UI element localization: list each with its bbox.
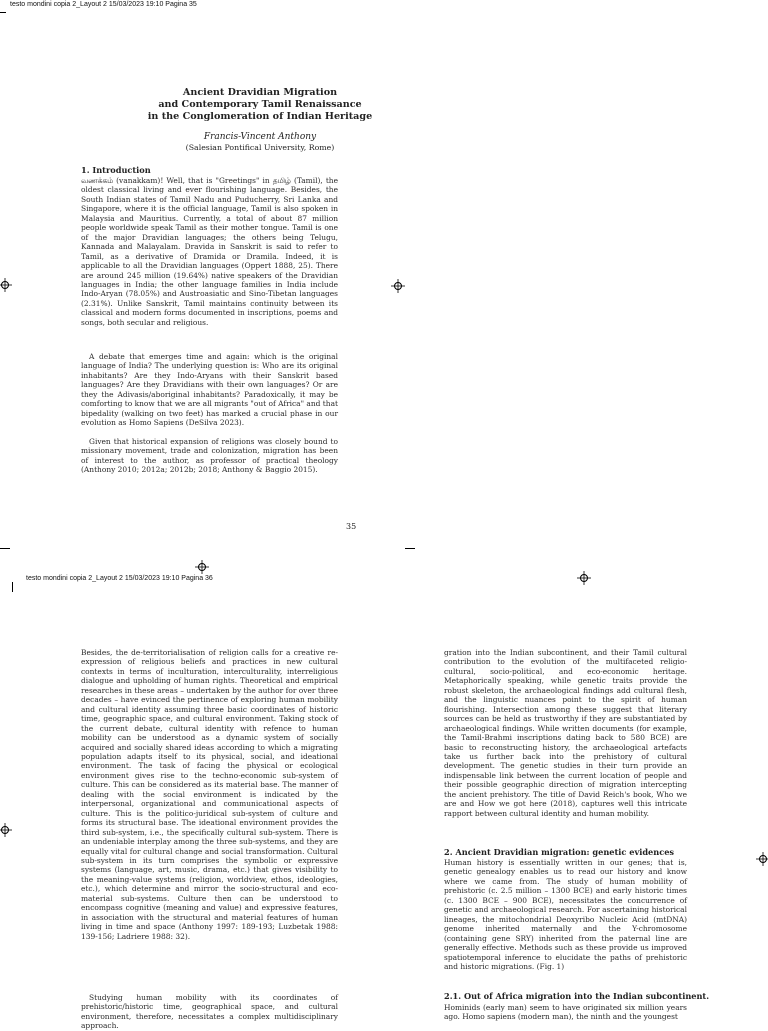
body-paragraph: Studying human mobility with its coordinates of prehistoric/historic time, geographical space, and cultural environment, therefore, necessitates a complex multidisciplinary approach. <box>81 993 338 1031</box>
author-affiliation: (Salesian Pontifical University, Rome) <box>185 143 335 152</box>
body-paragraph: Hominids (early man) seem to have originated six million years ago. Homo sapiens (modern man), the ninth and the youngest <box>444 1003 687 1022</box>
registration-mark-icon <box>391 279 405 293</box>
section-heading-genetic-evidences: 2. Ancient Dravidian migration: genetic evidences <box>444 847 675 857</box>
title-line: Ancient Dravidian Migration <box>182 87 338 98</box>
page-number: 35 <box>346 522 357 531</box>
crop-mark <box>12 582 13 592</box>
title-line: and Contemporary Tamil Renaissance <box>158 99 362 110</box>
body-paragraph: A debate that emerges time and again: which is the original language of India? The underlying question is: Who are its original inhabitants? Are they Indo-Aryans with their Sanskrit based languages? Are they Dravidians with their own languages? Or are they the Adivasis/aboriginal inhabitants? Paradoxically, it may be comforting to know that we are all migrants "out of Africa" and that bipedality (walking on two feet) has marked a crucial phase in our evolution as Homo Sapiens (DeSilva 2023). <box>81 352 338 428</box>
crop-mark <box>0 12 6 13</box>
title-line: in the Conglomeration of Indian Heritage <box>147 111 373 122</box>
section-heading-out-of-africa: 2.1. Out of Africa migration into the Indian subcontinent. <box>444 991 710 1001</box>
body-paragraph: Given that historical expansion of religions was closely bound to missionary movement, trade and colonization, migration has been of interest to the author, as professor of practical theology (Anthony 2010; 2012a; 2012b; 2018; Anthony & Baggio 2015). <box>81 437 338 475</box>
registration-mark-icon <box>577 571 591 585</box>
author-name: Francis-Vincent Anthony <box>203 132 317 142</box>
body-paragraph: வணக்கம் (vanakkam)! Well, that is "Greetings" in தமிழ் (Tamil), the oldest classical living and ever flourishing language. Besides, the South Indian states of Tamil Nadu and Puducherry, Sri Lanka and Singapore, where it is the official language, Tamil is also spoken in Malaysia and Mauritius. Currently, a total of about 87 million people worldwide speak Tamil as their mother tongue. Tamil is one of the major Dravidian languages; the others being Telugu, Kannada and Malayalam. Dravida in Sanskrit is said to refer to Tamil, as a derivative of Dramida or Dramila. Indeed, it is applicable to all the Dravidian languages (Oppert 1888, 25). There are around 245 million (19.64%) native speakers of the Dravidian languages in India; the other language families in India include Indo-Aryan (78.05%) and Austroasiatic and Sino-Tibetan languages (2.31%). Unlike Sanskrit, Tamil maintains continuity between its classical and modern forms documented in inscriptions, poems and songs, both secular and religious. <box>81 176 338 327</box>
registration-mark-icon <box>0 278 12 292</box>
registration-mark-icon <box>756 852 768 866</box>
registration-mark-icon <box>0 823 12 837</box>
slug-header-page-36: testo mondini copia 2_Layout 2 15/03/2023 19:10 Pagina 36 <box>26 575 213 582</box>
body-paragraph: Besides, the de-territorialisation of religion calls for a creative re-expression of religious beliefs and practices in new cultural contexts in terms of inculturation, interculturality, interreligious dialogue and upholding of human rights. Theoretical and empirical researches in these areas – undertaken by the author for over three decades – have evinced the pertinence of exploring human mobility and cultural identity assuming three basic coordinates of historic time, geographic space, and cultural environment. Taking stock of the current debate, cultural identity with refence to human mobility can be understood as a dynamic system of socially acquired and socially shared ideas according to which a migrating population adapts itself to its physical, social, and ideational environment. The task of facing the physical or ecological environment gives rise to the techno-economic sub-system of culture. This can be considered as its material base. The manner of dealing with the social environment is indicated by the interpersonal, organizational and communicational aspects of culture. This is the politico-juridical sub-system of culture and forms its structural base. The ideational environment provides the third sub-system, i.e., the specifically cultural sub-system. There is an undeniable interplay among the three sub-systems, and they are equally vital for cultural change and social transformation. Cultural sub-system in its turn comprises the symbolic or expressive systems (language, art, music, drama, etc.) that gives visibility to the meaning-value systems (religion, worldview, ethos, ideologies, etc.), which determine and mirror the socio-structural and eco-material sub-systems. Culture then can be understood to encompass cognitive (meaning and value) and expressive features, in association with the structural and material features of human living in time and space (Anthony 1997: 189-193; Luzbetak 1988: 139-156; Ladriere 1988: 32). <box>81 648 338 941</box>
body-paragraph: Human history is essentially written in our genes; that is, genetic genealogy enables us to read our history and know where we came from. The study of human mobility of prehistoric (c. 2.5 million – 1300 BCE) and early historic times (c. 1300 BCE – 900 BCE), necessitates the concurrence of genetic and archaeological research. For ascertaining historical lineages, the mitochondrial Deoxyribo Nucleic Acid (mtDNA) genome inherited maternally and the Y-chromosome (containing gene SRY) inherited from the paternal line are generally effective. Methods such as these provide us improved spatiotemporal inference to elucidate the paths of prehistoric and historic migrations. (Fig. 1) <box>444 858 687 971</box>
crop-mark <box>405 548 415 549</box>
registration-mark-icon <box>195 560 209 574</box>
article-title <box>80 87 440 123</box>
crop-mark <box>0 548 10 549</box>
section-heading-introduction: 1. Introduction <box>81 165 151 175</box>
body-paragraph: gration into the Indian subcontinent, and their Tamil cultural contribution to the evolution of the multifaceted religio-cultural, socio-political, and eco-economic heritage. Metaphorically speaking, while genetic traits provide the robust skeleton, the archaeological findings add cultural flesh, and the linguistic nuances point to the spirit of human flourishing. Intersection among these suggest that literary sources can be held as trustworthy if they are substantiated by archaeological findings. While written documents (for example, the Tamil-Brahmi inscriptions dating back to 580 BCE) are basic to reconstructing history, the archaeological artefacts take us further back into the prehistory of cultural development. The genetic studies in their turn provide an indispensable link between the current location of people and their possible geographic direction of migration intercepting the ancient prehistory. The title of David Reich's book, Who we are and How we got here (2018), captures well this intricate rapport between cultural identity and human mobility. <box>444 648 687 818</box>
slug-header-top: testo mondini copia 2_Layout 2 15/03/2023 19:10 Pagina 35 <box>10 1 197 8</box>
